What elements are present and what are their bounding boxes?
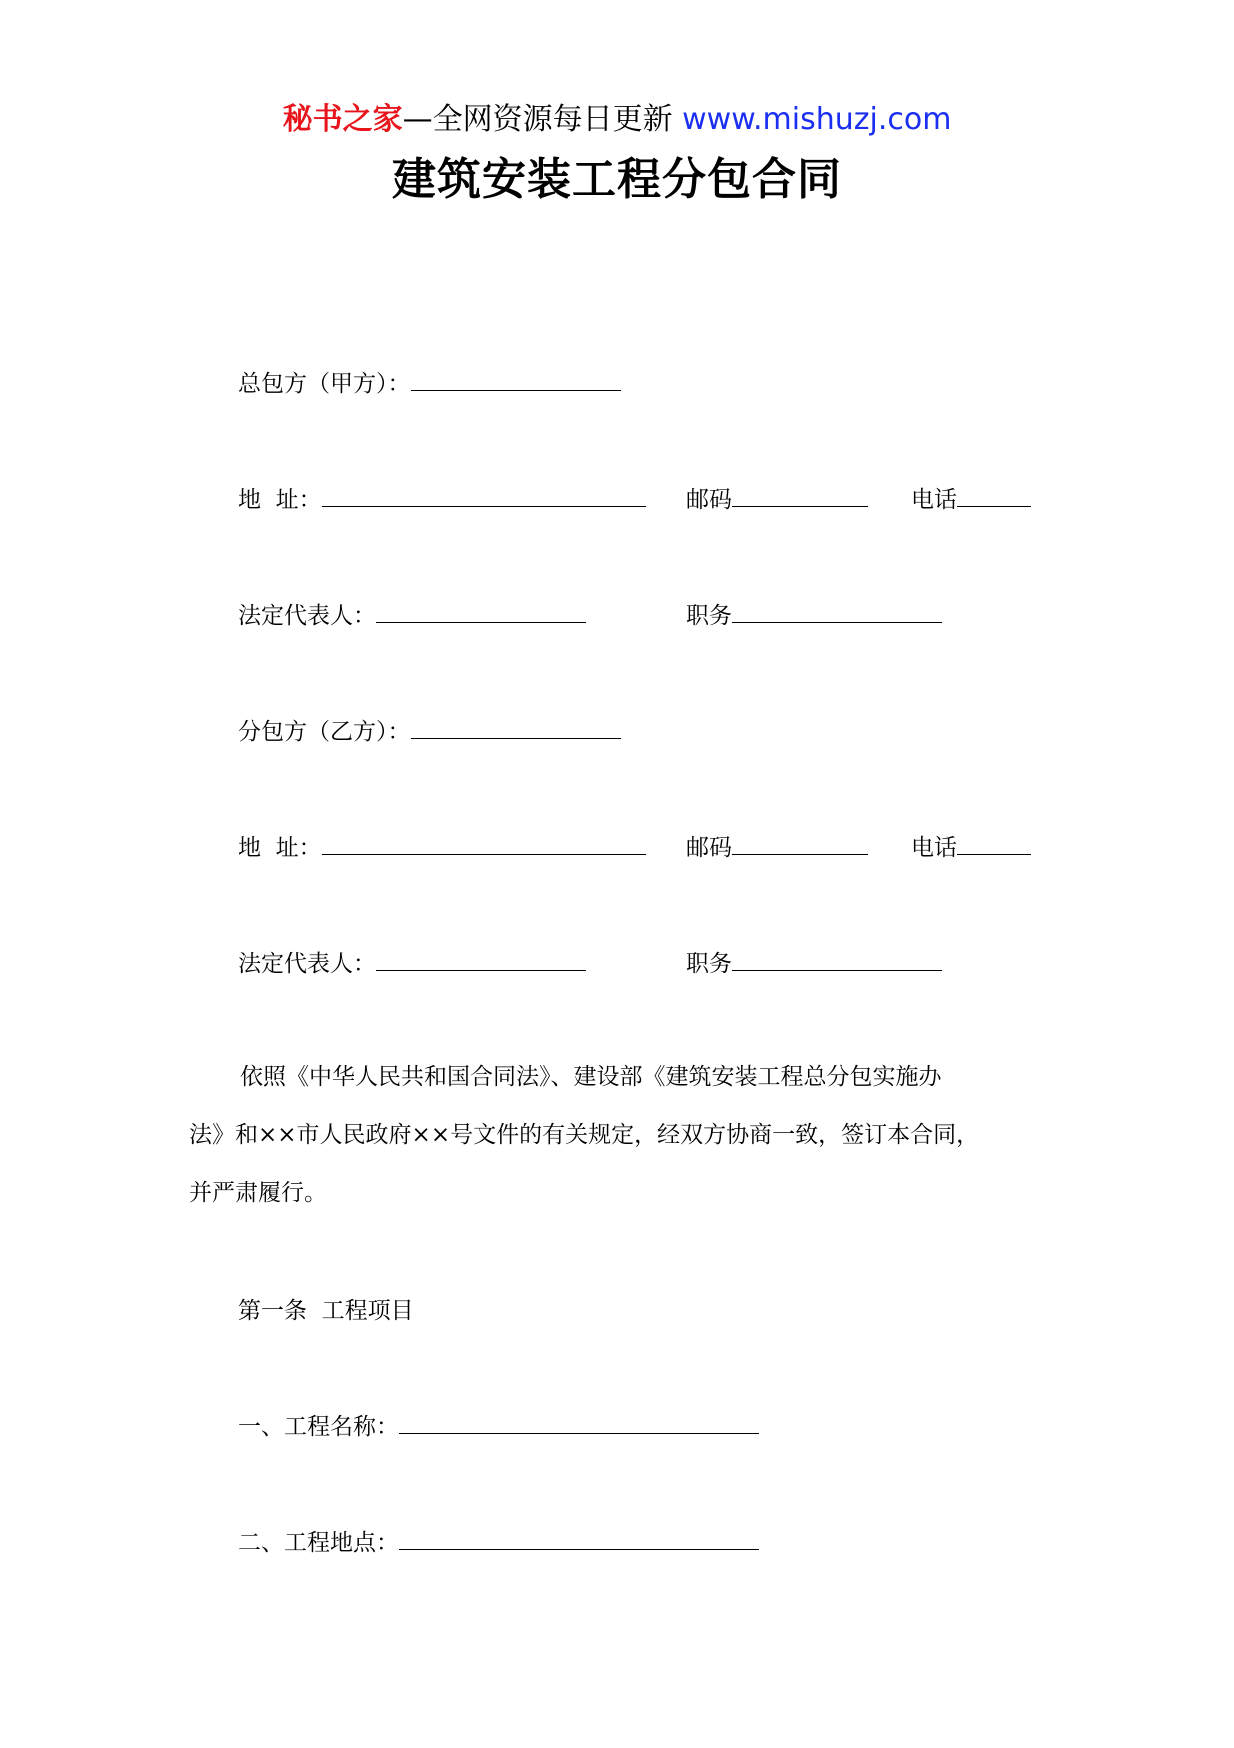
party-b-address-label: 地 址：	[238, 835, 322, 861]
party-a-postcode-label: 邮码	[686, 487, 732, 513]
party-a-address-row	[238, 484, 646, 516]
party-a-rep-label: 法定代表人：	[238, 603, 376, 629]
project-name-label: 一、工程名称：	[238, 1414, 399, 1440]
party-b-blank[interactable]	[411, 716, 621, 739]
project-location-label: 二、工程地点：	[238, 1530, 399, 1556]
banner-brand: 秘书之家	[282, 102, 403, 137]
party-b-position-label: 职务	[686, 951, 732, 977]
project-location-row	[238, 1527, 759, 1559]
party-a-phone-blank[interactable]	[957, 484, 1031, 507]
party-a-address-blank[interactable]	[322, 484, 646, 507]
preamble-paragraph	[189, 1048, 1059, 1222]
party-b-phone-label: 电话	[911, 835, 957, 861]
site-banner	[0, 100, 1234, 140]
project-location-blank[interactable]	[399, 1527, 759, 1550]
party-b-rep-blank[interactable]	[376, 948, 586, 971]
party-b-address-row	[238, 832, 646, 864]
party-a-position-label: 职务	[686, 603, 732, 629]
party-b-postcode-row	[686, 832, 868, 864]
party-a-phone-label: 电话	[911, 487, 957, 513]
party-b-address-blank[interactable]	[322, 832, 646, 855]
preamble-line-1: 依照《中华人民共和国合同法》、建设部《建筑安装工程总分包实施办	[240, 1064, 942, 1090]
party-b-position-blank[interactable]	[732, 948, 942, 971]
party-b-phone-row	[911, 832, 1031, 864]
banner-url-link[interactable]: www.mishuzj.com	[682, 102, 952, 137]
document-title: 建筑安装工程分包合同	[392, 154, 842, 205]
banner-slogan: —全网资源每日更新	[402, 102, 683, 137]
article-1-heading: 第一条 工程项目	[238, 1298, 414, 1324]
party-b-postcode-blank[interactable]	[732, 832, 868, 855]
party-a-row	[238, 368, 621, 400]
party-b-postcode-label: 邮码	[686, 835, 732, 861]
party-b-label: 分包方（乙方）：	[238, 719, 411, 745]
project-name-row	[238, 1411, 759, 1443]
party-a-phone-row	[911, 484, 1031, 516]
preamble-line-3: 并严肃履行。	[189, 1180, 327, 1206]
party-b-row	[238, 716, 621, 748]
preamble-line-2: 法》和××市人民政府××号文件的有关规定，经双方协商一致，签订本合同，	[189, 1122, 980, 1148]
party-a-position-blank[interactable]	[732, 600, 942, 623]
party-a-position-row	[686, 600, 942, 632]
project-name-blank[interactable]	[399, 1411, 759, 1434]
party-b-rep-label: 法定代表人：	[238, 951, 376, 977]
party-b-phone-blank[interactable]	[957, 832, 1031, 855]
party-a-blank[interactable]	[411, 368, 621, 391]
party-a-label: 总包方（甲方）：	[238, 371, 411, 397]
party-a-postcode-row	[686, 484, 868, 516]
party-a-rep-blank[interactable]	[376, 600, 586, 623]
party-a-rep-row	[238, 600, 586, 632]
party-a-postcode-blank[interactable]	[732, 484, 868, 507]
party-b-position-row	[686, 948, 942, 980]
party-a-address-label: 地 址：	[238, 487, 322, 513]
party-b-rep-row	[238, 948, 586, 980]
